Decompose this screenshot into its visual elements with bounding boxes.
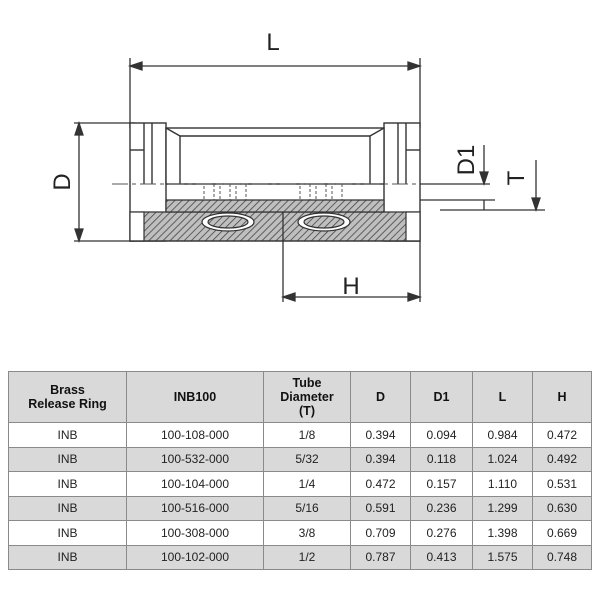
header-tube-diameter bbox=[264, 372, 351, 423]
cell-d1: 0.413 bbox=[411, 545, 473, 570]
cell-l: 1.299 bbox=[473, 496, 533, 521]
cell-h: 0.472 bbox=[533, 423, 592, 448]
table-row bbox=[9, 496, 592, 521]
dimension-l bbox=[130, 58, 420, 128]
header-d bbox=[351, 372, 411, 423]
cell-d1: 0.276 bbox=[411, 521, 473, 546]
cell-d: 0.472 bbox=[351, 472, 411, 497]
cell-part-number: 100-108-000 bbox=[127, 423, 264, 448]
dimension-t-label: T bbox=[503, 170, 530, 186]
table-row bbox=[9, 423, 592, 448]
table-row bbox=[9, 521, 592, 546]
cell-l: 1.398 bbox=[473, 521, 533, 546]
cell-release-ring: INB bbox=[9, 472, 127, 497]
cell-tube-diameter: 5/16 bbox=[264, 496, 351, 521]
cell-d1: 0.157 bbox=[411, 472, 473, 497]
section-hatch bbox=[130, 200, 420, 241]
cell-h: 0.748 bbox=[533, 545, 592, 570]
cell-release-ring: INB bbox=[9, 545, 127, 570]
cell-tube-diameter: 5/32 bbox=[264, 447, 351, 472]
header-text-line: D1 bbox=[433, 390, 450, 404]
header-text-line: Diameter bbox=[280, 390, 334, 404]
cell-d1: 0.118 bbox=[411, 447, 473, 472]
dimension-l-label: L bbox=[266, 29, 280, 56]
cell-h: 0.669 bbox=[533, 521, 592, 546]
cell-h: 0.492 bbox=[533, 447, 592, 472]
cell-l: 1.024 bbox=[473, 447, 533, 472]
cell-part-number: 100-308-000 bbox=[127, 521, 264, 546]
dimension-d1-label: D1 bbox=[453, 144, 480, 176]
cell-l: 1.575 bbox=[473, 545, 533, 570]
cell-release-ring: INB bbox=[9, 521, 127, 546]
cell-release-ring: INB bbox=[9, 496, 127, 521]
header-text-line: Brass bbox=[50, 383, 85, 397]
cell-h: 0.630 bbox=[533, 496, 592, 521]
table-header-row bbox=[9, 372, 592, 423]
header-h bbox=[533, 372, 592, 423]
dimension-d bbox=[74, 123, 135, 241]
cell-d: 0.787 bbox=[351, 545, 411, 570]
cell-l: 0.984 bbox=[473, 423, 533, 448]
header-text-line: Tube bbox=[292, 376, 322, 390]
cell-tube-diameter: 1/2 bbox=[264, 545, 351, 570]
header-d1 bbox=[411, 372, 473, 423]
header-text-line: (T) bbox=[299, 404, 315, 418]
table-row bbox=[9, 545, 592, 570]
header-brass-release-ring bbox=[9, 372, 127, 423]
header-text-line: L bbox=[498, 390, 507, 404]
cell-d1: 0.236 bbox=[411, 496, 473, 521]
table-body bbox=[9, 423, 592, 570]
cell-part-number: 100-102-000 bbox=[127, 545, 264, 570]
cell-part-number: 100-532-000 bbox=[127, 447, 264, 472]
header-inb100 bbox=[127, 372, 264, 423]
spec-table bbox=[8, 371, 592, 570]
dimension-d-label: D bbox=[49, 173, 76, 191]
header-l bbox=[473, 372, 533, 423]
cell-tube-diameter: 1/8 bbox=[264, 423, 351, 448]
cell-d: 0.591 bbox=[351, 496, 411, 521]
cell-part-number: 100-516-000 bbox=[127, 496, 264, 521]
header-text-line: D bbox=[375, 390, 386, 404]
cell-d: 0.709 bbox=[351, 521, 411, 546]
cell-release-ring: INB bbox=[9, 423, 127, 448]
cell-d: 0.394 bbox=[351, 447, 411, 472]
header-text-line: INB100 bbox=[173, 390, 217, 404]
cell-d1: 0.094 bbox=[411, 423, 473, 448]
cell-h: 0.531 bbox=[533, 472, 592, 497]
cell-tube-diameter: 1/4 bbox=[264, 472, 351, 497]
table-row bbox=[9, 472, 592, 497]
cell-d: 0.394 bbox=[351, 423, 411, 448]
header-text-line: H bbox=[557, 390, 567, 404]
table-row bbox=[9, 447, 592, 472]
cell-tube-diameter: 3/8 bbox=[264, 521, 351, 546]
dimension-h-label: H bbox=[342, 273, 360, 300]
cell-release-ring: INB bbox=[9, 447, 127, 472]
header-text-line: Release Ring bbox=[28, 397, 107, 411]
cell-l: 1.110 bbox=[473, 472, 533, 497]
cell-part-number: 100-104-000 bbox=[127, 472, 264, 497]
